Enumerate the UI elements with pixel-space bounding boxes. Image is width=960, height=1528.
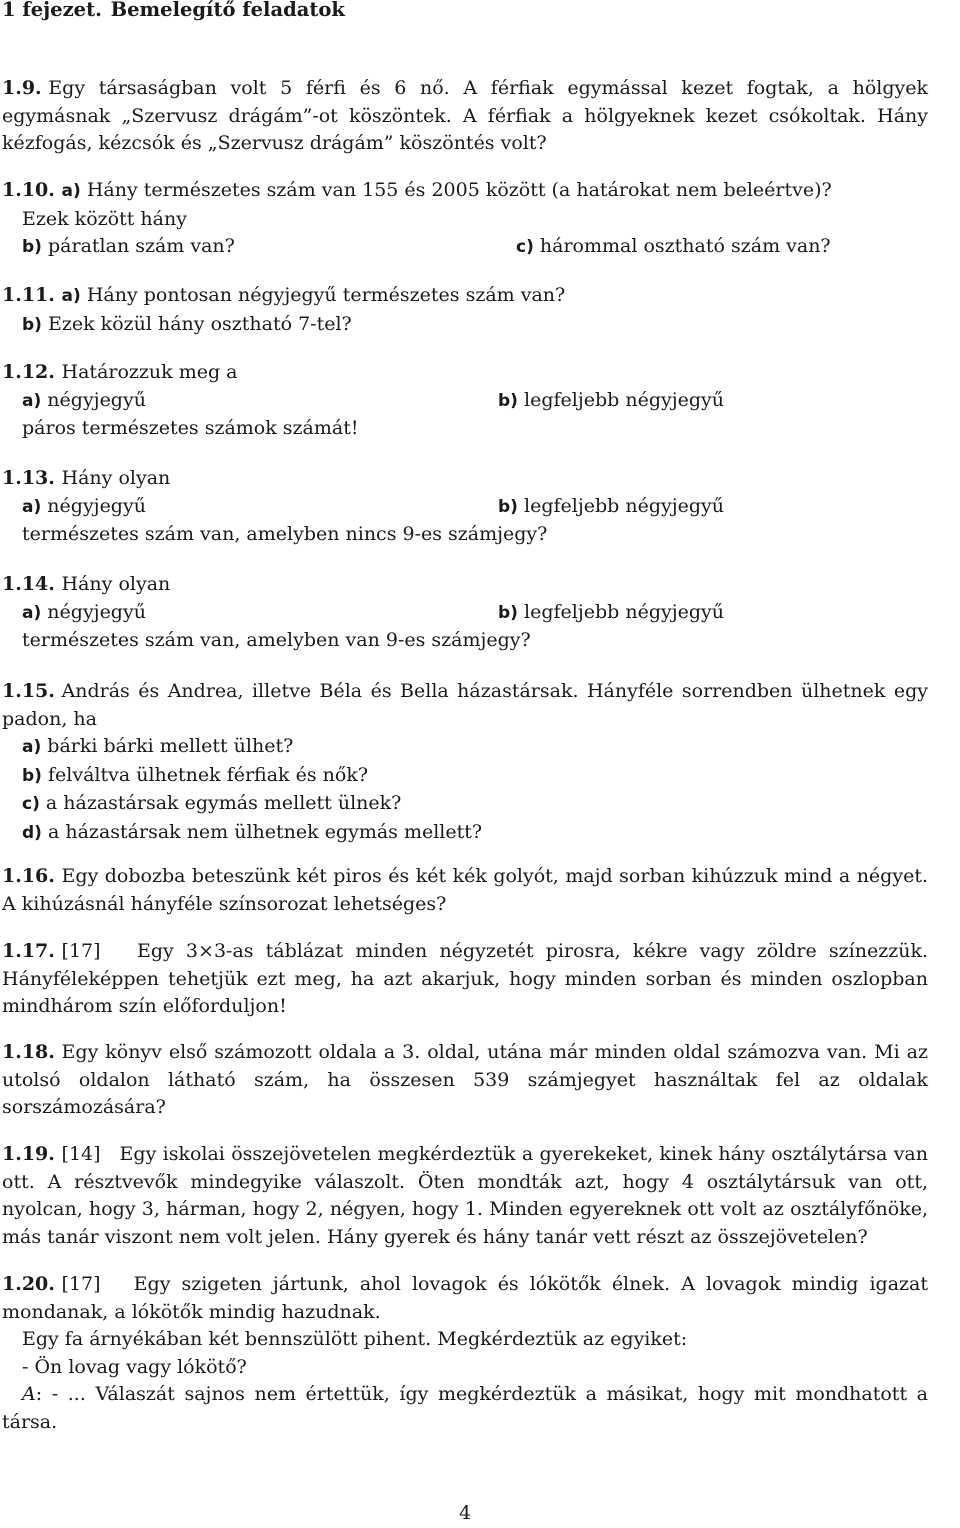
item-label: b): [22, 765, 42, 786]
item-text: legfeljebb négyjegyű: [524, 494, 724, 517]
exercise-number: 1.12.: [2, 361, 55, 383]
exercise-1-11: [2, 282, 928, 339]
item-text: Hány pontosan négyjegyű természetes szám van?: [86, 284, 566, 306]
list-item: [2, 790, 928, 819]
exercise-number: 1.10.: [2, 179, 55, 201]
exercise-number: 1.16.: [2, 865, 55, 887]
list-item: [2, 762, 928, 791]
exercise-ref: [17]: [61, 1273, 101, 1295]
exercise-ref: [17]: [61, 940, 101, 962]
exercise-text: 3-as táblázat minden négyzetét pirosra, kékre vagy zöldre színezzük. Hányféleképpen tehetjük ezt meg, ha azt akarjuk, hogy minden sorban és minden oszlopban mindhárom szín előforduljon!: [2, 940, 928, 1017]
page-number: 4: [458, 1502, 472, 1524]
exercise-number: 1.13.: [2, 467, 55, 489]
item-text: hárommal osztható szám van?: [539, 235, 831, 257]
item-label: a): [61, 181, 81, 201]
exercise-1-20: [2, 1271, 928, 1436]
item-text: a házastársak egymás mellett ülnek?: [45, 792, 402, 814]
exercise-number: 1.19.: [2, 1143, 55, 1165]
item-text: legfeljebb négyjegyű: [524, 388, 724, 411]
exercise-1-18: [2, 1039, 928, 1122]
exercise-number: 1.14.: [2, 573, 55, 595]
exercise-tail: természetes szám van, amelyben van 9-es számjegy?: [22, 629, 531, 651]
exercise-text: Egy szigeten jártunk, ahol lovagok és lókötők élnek. A lovagok mindig igazat mondanak, a lókötők mindig hazudnak.: [2, 1273, 928, 1323]
exercise-1-14: [2, 571, 928, 655]
exercise-intro: Hány olyan: [61, 573, 171, 595]
item-label: b): [22, 237, 42, 257]
exercise-text: Egy iskolai összejövetelen megkérdeztük a gyerekeket, kinek hány osztálytársa van ott. A résztvevők mindegyike válaszolt. Öten mondták azt, hogy 4 osztálytársuk van ott, nyolcan, hogy 3, hárman, hogy 2, négyen, hogy 1. Minden egyereknek ott volt az osztályfőnöke, más tanár viszont nem volt jelen. Hány gyerek és hány tanár vett részt az összejövetelen?: [2, 1143, 928, 1248]
answer-text: : - ... Válaszát sajnos nem értettük, így megkérdeztük a másikat, hogy mit mondhatott a társa.: [2, 1383, 928, 1433]
item-label: b): [498, 496, 518, 517]
exercise-text: Egy könyv első számozott oldala a 3. oldal, utána már minden oldal számozva van. Mi az utolsó oldalon látható szám, ha összesen 539 számjegyet használtak fel az oldalak sorszámozására?: [2, 1041, 928, 1118]
chapter-number: 1 fejezet.: [2, 0, 102, 21]
chapter-title: Bemelegítő feladatok: [110, 0, 345, 21]
item-label: c): [22, 794, 40, 814]
exercise-number: 1.11.: [2, 284, 55, 306]
answer-label: A: [22, 1383, 36, 1405]
exercise-question: - Ön lovag vagy lókötő?: [22, 1355, 247, 1378]
item-label: d): [22, 822, 42, 843]
item-label: b): [498, 602, 518, 623]
item-label: a): [22, 390, 42, 411]
exercise-mid-text: Ezek között hány: [22, 207, 187, 230]
item-text: Hány természetes szám van 155 és 2005 között (a határokat nem beleértve)?: [86, 179, 832, 201]
exercise-1-12: [2, 359, 928, 443]
exercise-1-15: [2, 678, 928, 847]
item-text: bárki bárki mellett ülhet?: [47, 735, 294, 757]
exercise-intro: Határozzuk meg a: [61, 361, 238, 383]
item-text: felváltva ülhetnek férfiak és nők?: [48, 763, 369, 786]
exercise-1-16: [2, 863, 928, 918]
exercise-text: András és Andrea, illetve Béla és Bella házastársak. Hányféle sorrendben ülhetnek egy padon, ha: [2, 680, 928, 730]
item-text: páratlan szám van?: [48, 235, 235, 257]
exercise-1-10: [2, 177, 928, 262]
item-label: b): [498, 390, 518, 411]
times-symbol: ×: [198, 940, 214, 962]
chapter-header: [2, 0, 345, 24]
item-text: négyjegyű: [47, 388, 146, 411]
item-label: c): [516, 237, 534, 257]
exercise-number: 1.15.: [2, 680, 55, 702]
exercise-1-13: [2, 465, 928, 549]
exercise-ref: [14]: [61, 1143, 101, 1165]
item-text: a házastársak nem ülhetnek egymás mellett?: [48, 820, 483, 843]
exercise-tail: természetes szám van, amelyben nincs 9-es számjegy?: [22, 523, 548, 545]
exercise-intro: Hány olyan: [61, 467, 171, 489]
item-label: a): [61, 286, 81, 306]
exercise-number: 1.9.: [2, 77, 42, 99]
item-text: legfeljebb négyjegyű: [524, 600, 724, 623]
item-label: a): [22, 602, 42, 623]
exercise-1-19: [2, 1141, 928, 1251]
exercise-text: Egy 3: [137, 940, 199, 962]
exercise-1-9: [2, 75, 928, 158]
exercise-1-17: [2, 938, 928, 1021]
item-text: négyjegyű: [47, 600, 146, 623]
exercise-number: 1.20.: [2, 1273, 55, 1295]
exercise-tail: páros természetes számok számát!: [22, 417, 359, 439]
list-item: [2, 733, 928, 762]
exercise-number: 1.17.: [2, 940, 55, 962]
item-text: Ezek közül hány osztható 7-tel?: [48, 312, 352, 335]
item-label: a): [22, 496, 42, 517]
exercise-paragraph: Egy fa árnyékában két bennszülött pihent. Megkérdeztük az egyiket:: [22, 1328, 688, 1350]
list-item: [2, 819, 928, 848]
item-label: a): [22, 737, 42, 757]
exercise-text: Egy dobozba beteszünk két piros és két kék golyót, majd sorban kihúzzuk mind a négyet. A kihúzásnál hányféle színsorozat lehetséges?: [2, 865, 928, 915]
item-label: b): [22, 314, 42, 335]
item-text: négyjegyű: [47, 494, 146, 517]
exercise-number: 1.18.: [2, 1041, 55, 1063]
exercise-text: Egy társaságban volt 5 férfi és 6 nő. A férfiak egymással kezet fogtak, a hölgyek egymásnak „Szervusz drágám”-ot köszöntek. A férfiak a hölgyeknek kezet csókoltak. Hány kézfogás, kézcsók és „Szervusz drágám” köszöntés volt?: [2, 77, 928, 154]
